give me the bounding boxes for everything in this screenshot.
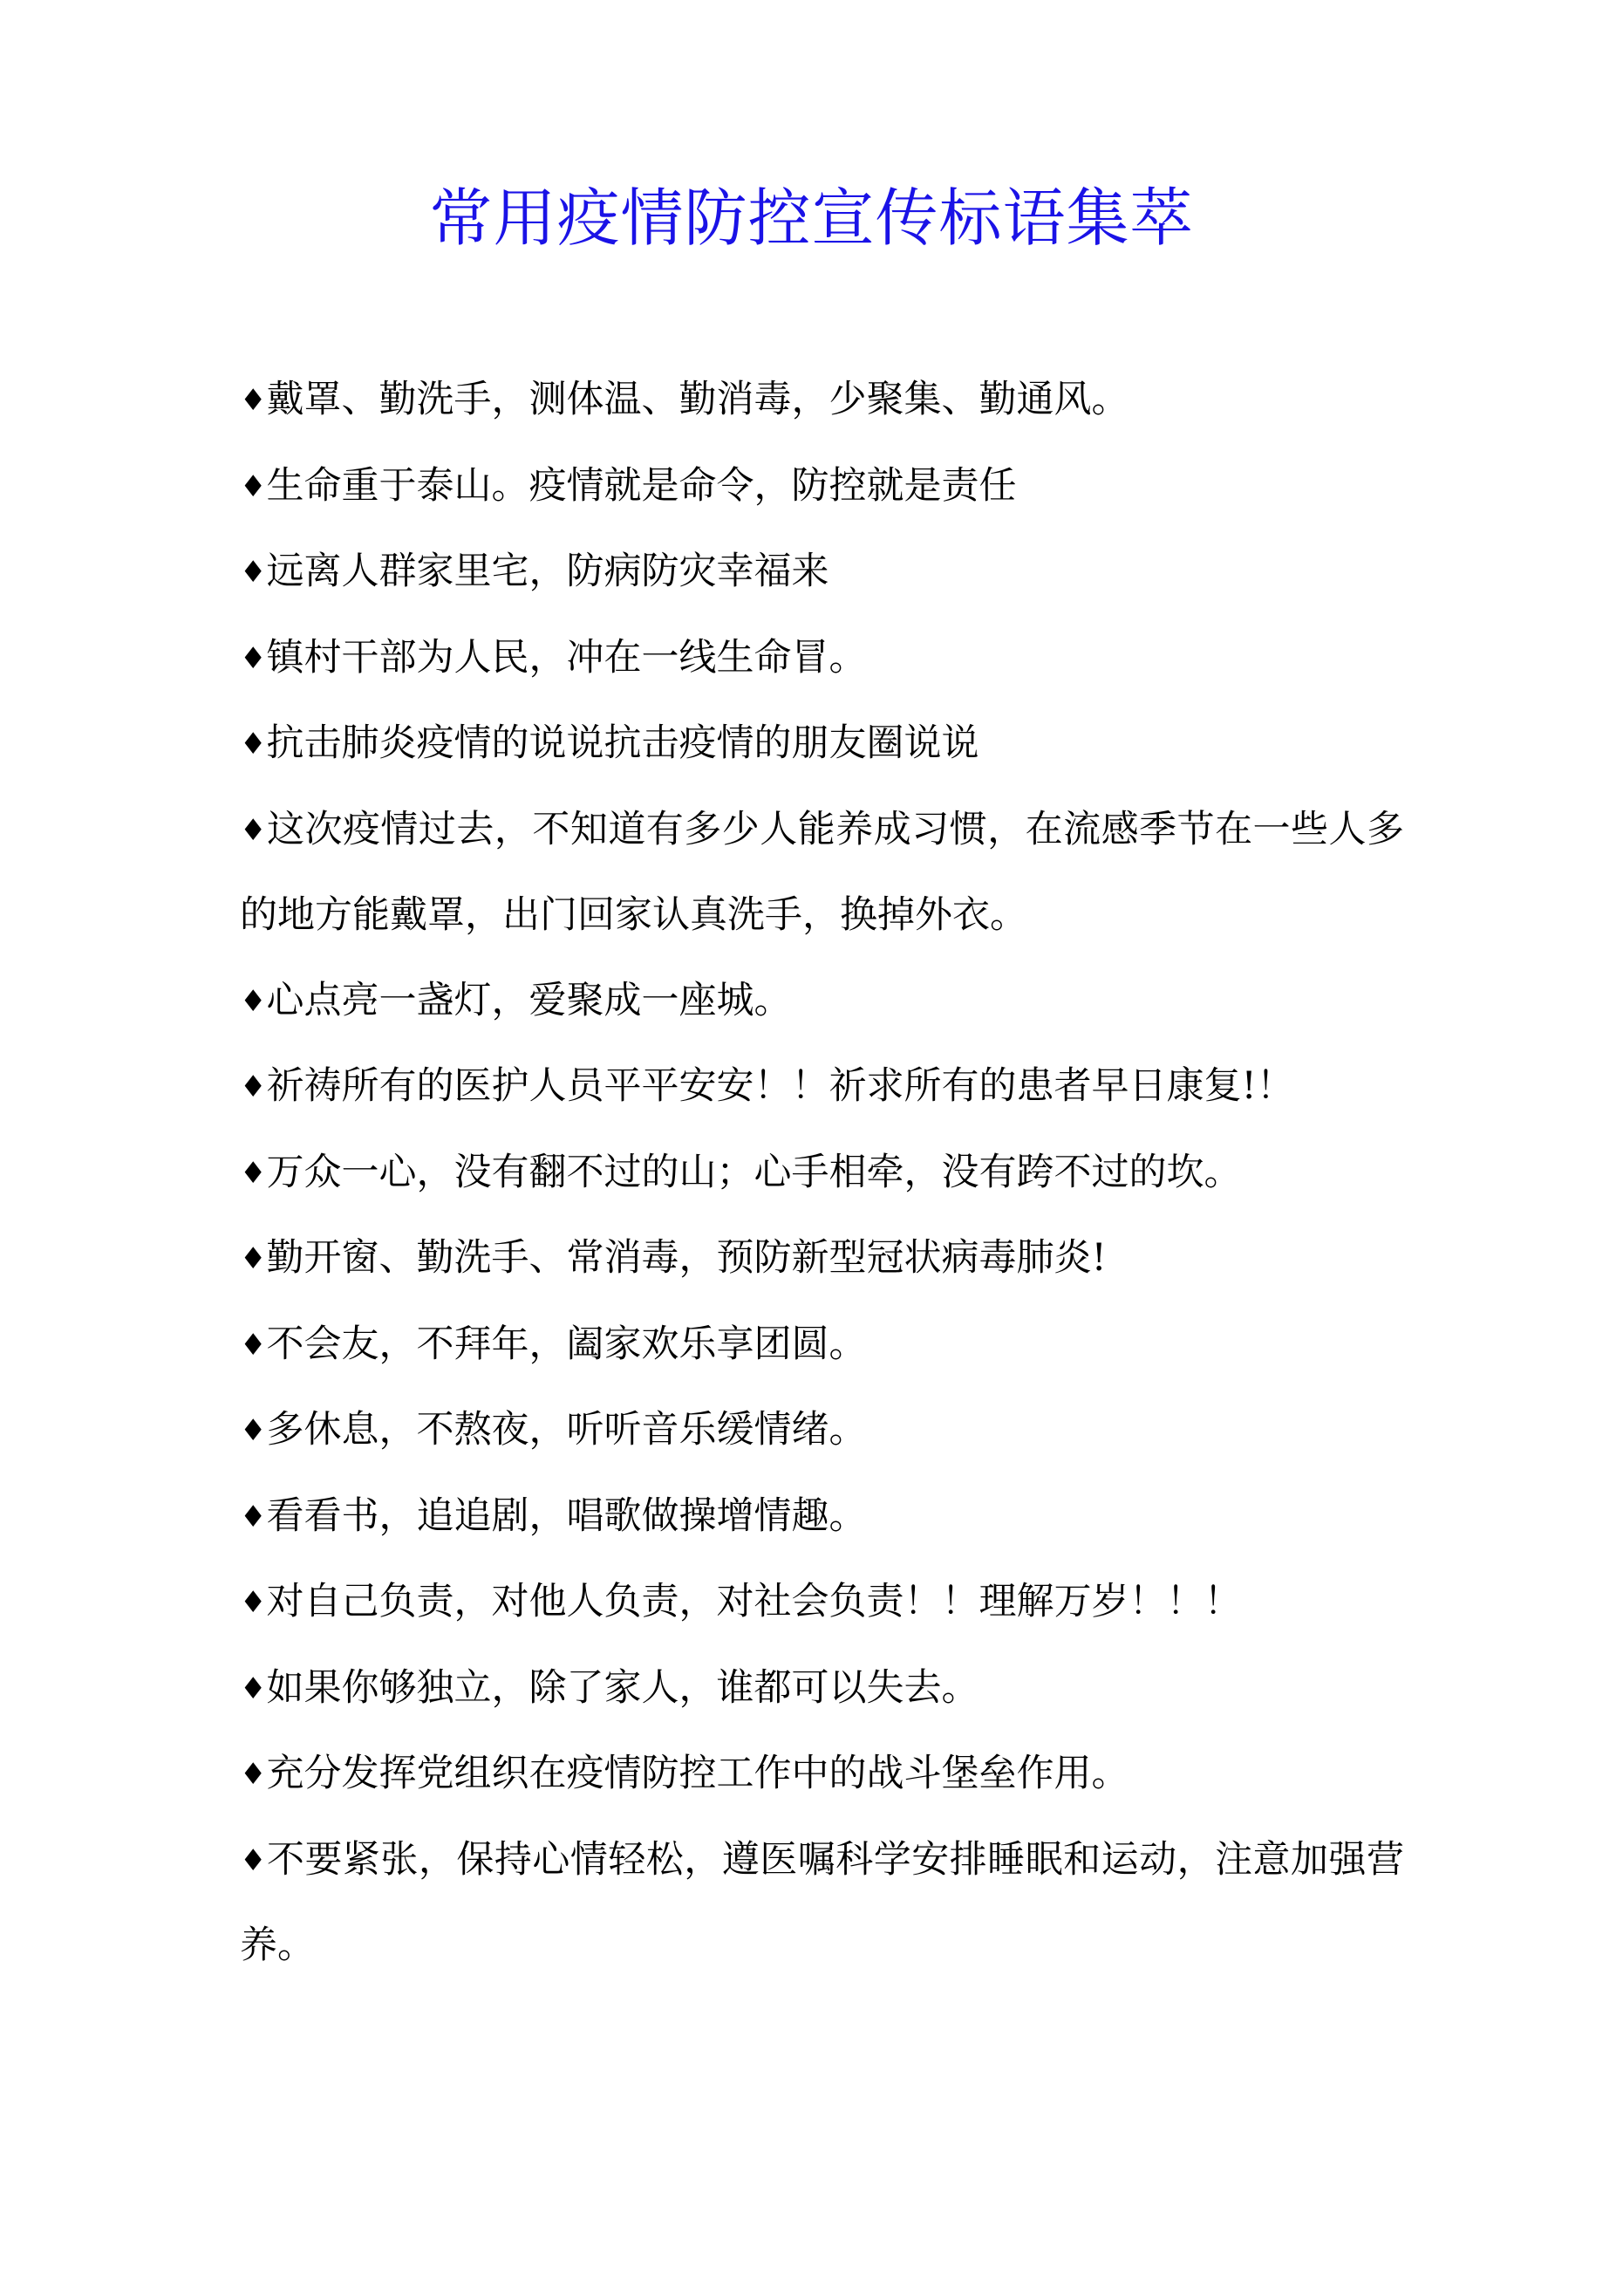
slogan-text: 不会友，不拜年，阖家欢乐享团圆。	[266, 1322, 867, 1366]
diamond-bullet-icon: ♦	[240, 555, 267, 590]
slogan-item	[240, 959, 1404, 1045]
slogan-item	[240, 1044, 1404, 1131]
slogan-text: 祈祷所有的医护人员平平安安！！祈求所有的患者早日康复!！	[266, 1064, 1294, 1108]
slogan-text: 戴罩、勤洗手，测体温、勤消毒，少聚集、勤通风。	[266, 378, 1129, 421]
slogan-text: 勤开窗、勤洗手、常消毒，预防新型冠状病毒肺炎!	[266, 1236, 1107, 1280]
slogan-text: 充分发挥党组织在疫情防控工作中的战斗堡垒作用。	[266, 1752, 1129, 1795]
slogan-item	[240, 1216, 1404, 1302]
diamond-bullet-icon: ♦	[240, 640, 267, 676]
slogan-text: 多休息，不熬夜，听听音乐缓情绪。	[266, 1408, 867, 1452]
slogan-item	[240, 788, 1404, 959]
diamond-bullet-icon: ♦	[240, 1757, 267, 1792]
diamond-bullet-icon: ♦	[240, 727, 267, 762]
slogan-text: 远离人群家里宅，防病防灾幸福来	[266, 550, 829, 593]
slogan-text: 心点亮一盏灯，爱聚成一座城。	[266, 978, 792, 1022]
slogan-list	[240, 358, 1404, 1989]
diamond-bullet-icon: ♦	[240, 983, 267, 1019]
slogan-item	[240, 1302, 1404, 1389]
slogan-text: 这次疫情过去，不知道有多少人能养成习惯，在流感季节在一些人多的地方能戴罩，出门回家认真洗手，换掉外衣。	[240, 807, 1405, 937]
slogan-text: 生命重于泰山。疫情就是命令，防控就是责任	[266, 463, 1017, 508]
diamond-bullet-icon: ♦	[240, 1413, 267, 1448]
diamond-bullet-icon: ♦	[240, 383, 267, 418]
slogan-text: 对自己负责，对他人负责，对社会负责！！理解万岁！！！	[266, 1580, 1242, 1623]
diamond-bullet-icon: ♦	[240, 1241, 267, 1276]
slogan-text: 不要紧张，保持心情轻松，遵医嘱科学安排睡眠和运动，注意加强营养。	[240, 1837, 1405, 1967]
slogan-item	[240, 530, 1404, 616]
diamond-bullet-icon: ♦	[240, 1327, 267, 1363]
diamond-bullet-icon: ♦	[240, 1671, 267, 1706]
slogan-item	[240, 616, 1404, 702]
slogan-text: 抗击肺炎疫情的说说抗击疫情的朋友圈说说	[266, 721, 979, 765]
diamond-bullet-icon: ♦	[240, 468, 267, 504]
slogan-item	[240, 1131, 1404, 1217]
slogan-item	[240, 1388, 1404, 1474]
slogan-item	[240, 444, 1404, 530]
slogan-item	[240, 1474, 1404, 1561]
slogan-item	[240, 1646, 1404, 1732]
document-title: 常用疫情防控宣传标语集萃	[429, 181, 1194, 255]
diamond-bullet-icon: ♦	[240, 1585, 267, 1620]
slogan-text: 如果你够独立，除了家人，谁都可以失去。	[266, 1665, 979, 1710]
slogan-text: 万众一心，没有翻不过的山；心手相牵，没有跨不过的坎。	[266, 1150, 1242, 1194]
slogan-text: 看看书，追追剧，唱歌做操增情趣。	[266, 1493, 867, 1538]
diamond-bullet-icon: ♦	[240, 1155, 267, 1191]
slogan-text: 镇村干部为人民，冲在一线生命冒。	[266, 635, 867, 680]
slogan-item	[240, 1560, 1404, 1646]
diamond-bullet-icon: ♦	[240, 812, 267, 848]
diamond-bullet-icon: ♦	[240, 1499, 267, 1534]
diamond-bullet-icon: ♦	[240, 1842, 267, 1878]
slogan-item	[240, 1732, 1404, 1818]
slogan-item	[240, 358, 1404, 444]
slogan-item	[240, 701, 1404, 788]
diamond-bullet-icon: ♦	[240, 1069, 267, 1104]
slogan-item	[240, 1818, 1404, 1989]
